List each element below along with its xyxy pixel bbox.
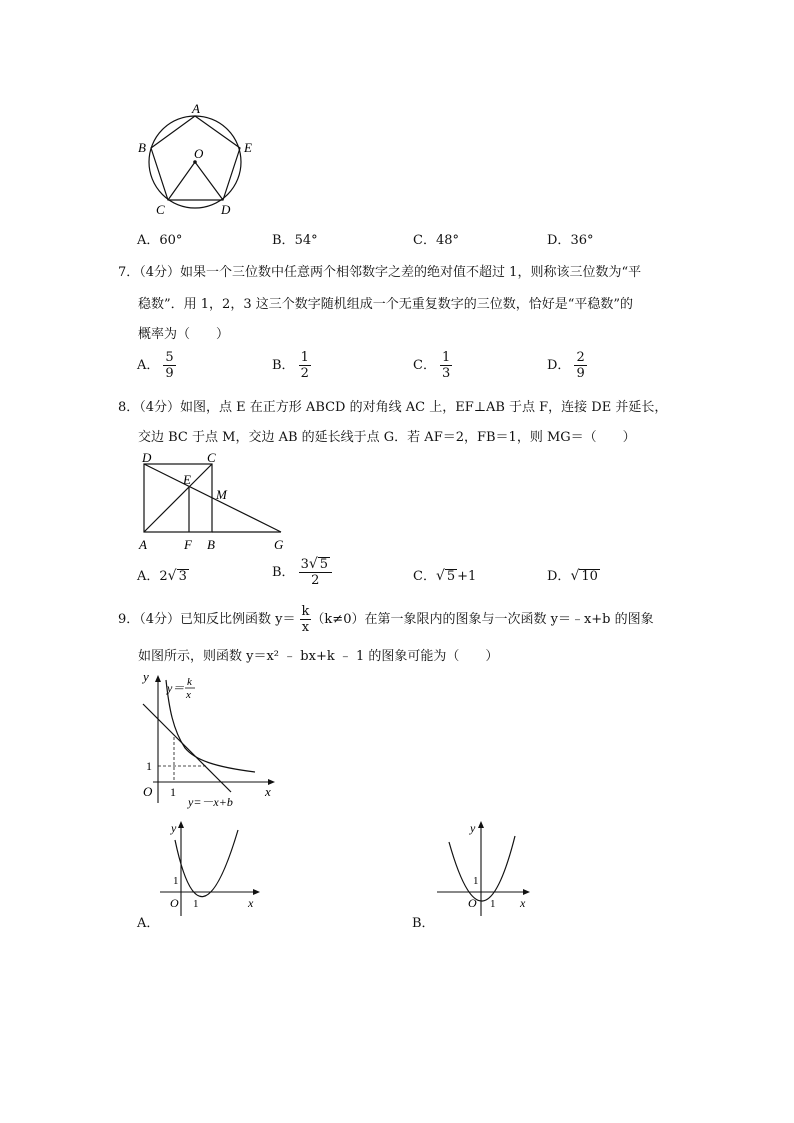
label-y: y xyxy=(470,821,476,835)
label-M: M xyxy=(216,487,227,502)
q7-option-c[interactable] xyxy=(413,350,452,381)
radical-sign: √ xyxy=(167,568,177,584)
label-E: E xyxy=(244,140,252,155)
q6-option-d[interactable] xyxy=(547,229,593,248)
q7-option-d[interactable] xyxy=(547,350,587,381)
q8-stem-line2: 交边 BC 于点 M，交边 AB 的延长线于点 G．若 AF＝2，FB＝1，则 MG＝（ ） xyxy=(138,430,636,445)
q9-option-b[interactable]: B． xyxy=(412,916,435,931)
label-F: F xyxy=(184,537,192,552)
option-text: 36° xyxy=(570,233,594,248)
square-figure xyxy=(135,448,295,554)
label-one-x: 1 xyxy=(490,898,496,910)
option-letter: A． xyxy=(137,358,160,373)
option-letter: C． xyxy=(413,233,436,248)
label-y: y xyxy=(143,669,149,684)
numerator: 5 xyxy=(165,350,174,365)
radicand: 10 xyxy=(581,569,598,584)
curve-label-k: k xyxy=(187,676,192,688)
option-letter: D． xyxy=(547,569,571,584)
label-one-y: 1 xyxy=(173,875,179,887)
q9-stem-line1 xyxy=(118,604,654,635)
label-one-x: 1 xyxy=(193,898,199,910)
option-letter: C． xyxy=(413,358,436,373)
label-E: E xyxy=(183,472,191,487)
triangle-COD xyxy=(168,162,223,200)
q7-option-b[interactable] xyxy=(272,350,311,381)
q8-option-a[interactable] xyxy=(137,565,189,584)
radical-sign: √ xyxy=(308,556,318,572)
option-text: 60° xyxy=(159,233,183,248)
q6-option-c[interactable] xyxy=(413,229,459,248)
q7-stem-line2: 稳数”．用 1，2，3 这三个数字随机组成一个无重复数字的三位数，恰好是“平稳数”的 xyxy=(138,297,634,312)
label-O: O xyxy=(170,896,179,910)
y-axis-arrow xyxy=(155,675,161,682)
option-text: 48° xyxy=(435,233,459,248)
denominator: 9 xyxy=(576,366,585,381)
x-axis-arrow xyxy=(253,889,260,895)
label-C: C xyxy=(156,202,165,217)
denominator: x xyxy=(301,620,310,635)
numerator: 1 xyxy=(300,350,309,365)
addend: +1 xyxy=(457,569,477,584)
option-letter: B． xyxy=(272,565,295,580)
radicand: 5 xyxy=(319,557,329,572)
option-letter: A． xyxy=(137,569,160,584)
radicand: 5 xyxy=(446,569,456,584)
option-letter: B． xyxy=(272,358,295,373)
q7-stem-line3: 概率为（ ） xyxy=(138,327,230,342)
q8-option-d[interactable] xyxy=(547,565,600,584)
parabola-b xyxy=(449,836,515,901)
option-letter: D． xyxy=(547,233,571,248)
fraction-k-over-x xyxy=(300,604,312,635)
numerator: 1 xyxy=(441,350,451,365)
label-x: x xyxy=(265,784,271,799)
option-letter: C． xyxy=(413,569,436,584)
label-D: D xyxy=(221,202,231,217)
option-b-graph xyxy=(432,818,537,918)
label-y: y xyxy=(171,821,177,835)
fraction xyxy=(299,557,332,588)
q8-stem-line1: 8．（4分）如图，点 E 在正方形 ABCD 的对角线 AC 上，EF⊥AB 于点 F，连接 DE 并延长， xyxy=(118,400,668,415)
label-B: B xyxy=(138,140,146,155)
denominator: 3 xyxy=(441,366,451,381)
denominator: 2 xyxy=(311,573,320,588)
label-B: B xyxy=(207,537,215,552)
label-one-y: 1 xyxy=(146,759,152,773)
curve-label-x: x xyxy=(186,689,191,701)
q6-option-b[interactable] xyxy=(272,229,318,248)
parabola-a xyxy=(175,830,238,897)
option-letter: D． xyxy=(547,358,571,373)
denominator: 9 xyxy=(165,366,174,381)
q9-option-a[interactable]: A． xyxy=(137,916,160,931)
denominator: 2 xyxy=(300,366,309,381)
q7-stem-line1: 7．（4分）如果一个三位数中任意两个相邻数字之差的绝对值不超过 1，则称该三位数为“平 xyxy=(118,265,642,280)
q7-option-a[interactable] xyxy=(137,350,176,381)
coefficient: 2 xyxy=(159,569,168,584)
label-x: x xyxy=(520,896,526,910)
q9-stem-line2: 如图所示，则函数 y＝x² ﹣ bx+k ﹣ 1 的图象可能为（ ） xyxy=(138,649,499,664)
coefficient: 3 xyxy=(300,557,309,572)
label-A: A xyxy=(139,537,147,552)
option-letter: B． xyxy=(272,233,295,248)
numerator: k xyxy=(301,604,310,619)
pentagon-circle-figure xyxy=(130,98,265,220)
numerator xyxy=(299,557,332,573)
option-a-graph xyxy=(155,818,270,918)
stem-part: 9．（4分）已知反比例函数 y＝ xyxy=(118,612,296,627)
q8-option-b[interactable] xyxy=(272,557,332,588)
numerator: 2 xyxy=(576,350,585,365)
q8-option-c[interactable] xyxy=(413,565,476,584)
fraction xyxy=(574,350,586,381)
fraction xyxy=(163,350,175,381)
line-label: y=－x+b xyxy=(188,795,233,809)
function-graph xyxy=(135,668,285,810)
label-x: x xyxy=(248,896,254,910)
option-letter: A． xyxy=(137,233,160,248)
diagonal-AC xyxy=(144,464,212,532)
label-G: G xyxy=(274,537,284,552)
fraction xyxy=(440,350,452,381)
label-O: O xyxy=(194,146,204,161)
radical-sign: √ xyxy=(435,568,445,584)
label-D: D xyxy=(142,450,152,465)
stem-part: （k≠0）在第一象限内的图象与一次函数 y＝﹣x+b 的图象 xyxy=(311,612,654,627)
label-one-y: 1 xyxy=(473,875,479,887)
y-axis-arrow xyxy=(178,821,184,828)
line-y-neg-x-plus-b xyxy=(143,704,231,792)
label-A: A xyxy=(192,101,200,116)
q6-option-a[interactable] xyxy=(137,229,182,248)
radical-sign: √ xyxy=(570,568,580,584)
fraction xyxy=(299,350,311,381)
y-axis-arrow xyxy=(478,821,484,828)
label-O: O xyxy=(468,896,477,910)
label-O: O xyxy=(143,784,153,799)
label-one-x: 1 xyxy=(170,785,176,799)
radicand: 3 xyxy=(178,569,187,584)
option-text: 54° xyxy=(294,233,318,248)
x-axis-arrow xyxy=(523,889,530,895)
curve-label-prefix: y＝ xyxy=(167,681,185,695)
label-C: C xyxy=(207,450,216,465)
